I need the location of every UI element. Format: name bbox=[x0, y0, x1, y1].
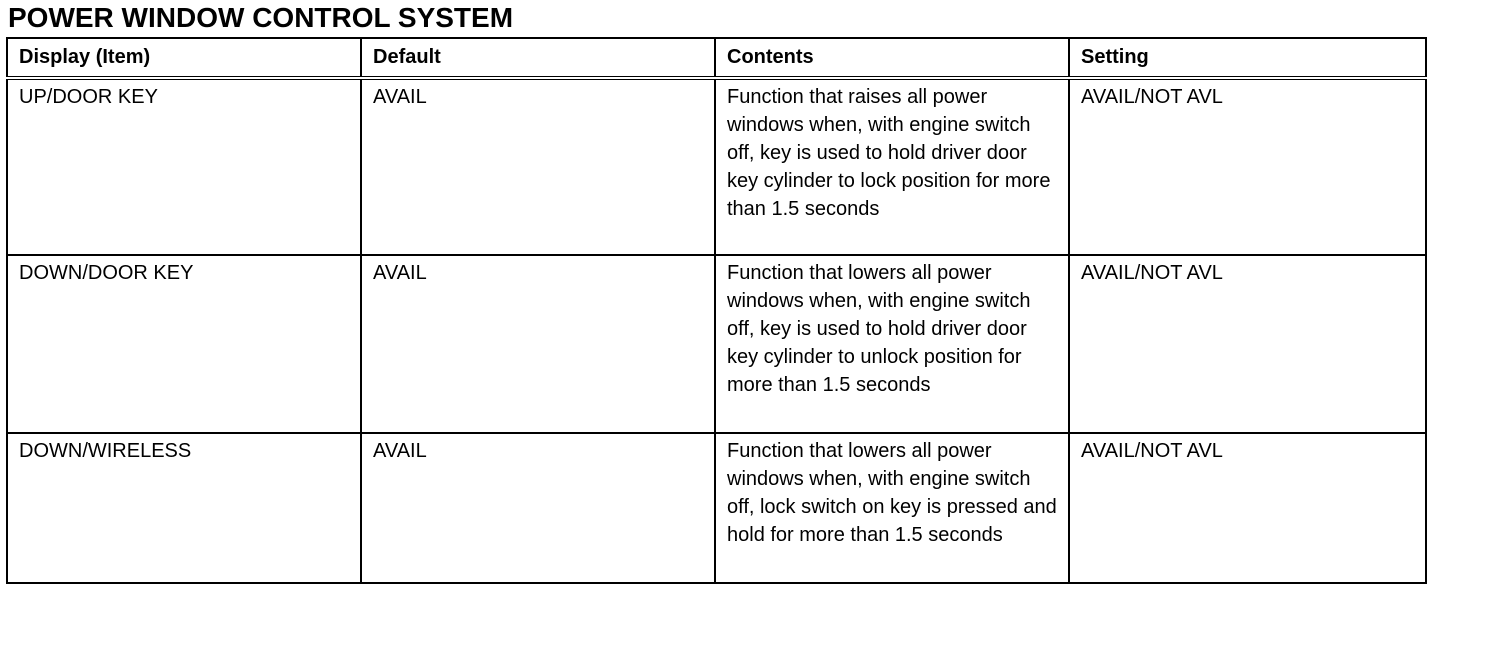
setting-value-text: AVAIL/NOT AVL bbox=[1081, 86, 1223, 108]
header-contents: Contents bbox=[715, 38, 1069, 78]
cell-setting bbox=[1069, 78, 1426, 255]
default-value-text: AVAIL bbox=[373, 262, 427, 284]
setting-value-text: AVAIL/NOT AVL bbox=[1081, 440, 1223, 462]
contents-text: Function that lowers all power windows when, with engine switch off, key is used to hold driver door key cylinder to unlock position for more than 1.5 seconds bbox=[727, 262, 1031, 396]
cell-contents bbox=[715, 255, 1069, 433]
cell-display bbox=[7, 78, 361, 255]
page-title: POWER WINDOW CONTROL SYSTEM bbox=[8, 2, 514, 33]
contents-text: Function that raises all power windows when, with engine switch off, key is used to hold driver door key cylinder to lock position for more than 1.5 seconds bbox=[727, 86, 1051, 220]
display-item-text: DOWN/WIRELESS bbox=[19, 440, 192, 462]
power-window-settings-table bbox=[6, 37, 1427, 584]
cell-contents bbox=[715, 78, 1069, 255]
cell-default bbox=[361, 433, 715, 583]
cell-display bbox=[7, 255, 361, 433]
contents-text: Function that lowers all power windows when, with engine switch off, lock switch on key is pressed and hold for more than 1.5 seconds bbox=[727, 440, 1057, 546]
cell-setting bbox=[1069, 255, 1426, 433]
header-display-item: Display (Item) bbox=[7, 38, 361, 78]
table-body bbox=[7, 78, 1426, 583]
cell-default bbox=[361, 255, 715, 433]
setting-value-text: AVAIL/NOT AVL bbox=[1081, 262, 1223, 284]
table-header bbox=[7, 38, 1426, 78]
table-row-down-door-key bbox=[7, 255, 1426, 433]
table-row-up-door-key bbox=[7, 78, 1426, 255]
header-setting: Setting bbox=[1069, 38, 1426, 78]
table-row-down-wireless bbox=[7, 433, 1426, 583]
cell-setting bbox=[1069, 433, 1426, 583]
display-item-text: UP/DOOR KEY bbox=[19, 86, 158, 108]
header-row bbox=[7, 38, 1426, 78]
default-value-text: AVAIL bbox=[373, 86, 427, 108]
cell-display bbox=[7, 433, 361, 583]
header-default: Default bbox=[361, 38, 715, 78]
cell-default bbox=[361, 78, 715, 255]
cell-contents bbox=[715, 433, 1069, 583]
display-item-text: DOWN/DOOR KEY bbox=[19, 262, 194, 284]
default-value-text: AVAIL bbox=[373, 440, 427, 462]
